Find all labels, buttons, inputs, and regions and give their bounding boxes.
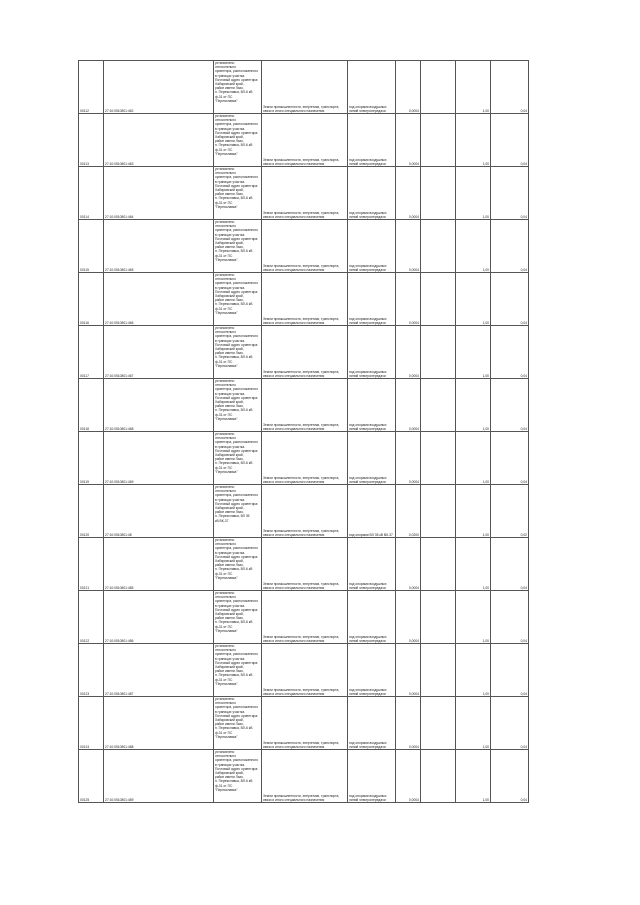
cadastral-number: 27:10:0510801:486 (104, 591, 214, 644)
location-description: установлено относительно ориентира, расположенного в границах участка. Почтовый адрес ориентира: Хабаровский край, район имени Лазо, п. Переяславка, ВЛ-6 кВ ф-31 от ПС "Переяславка" (214, 538, 262, 591)
location-description: установлено относительно ориентира, расположенного в границах участка. Почтовый адрес ориентира: Хабаровский край, район имени Лазо, п. Переяславка, ВЛ 35 кВ ВК-37 (214, 485, 262, 538)
land-category: Земли промышленности, энергетики, транспорта, связи и иного специального назначения (262, 220, 348, 273)
location-description: установлено относительно ориентира, расположенного в границах участка. Почтовый адрес ориентира: Хабаровский край, район имени Лазо, п. Переяславка, ВЛ-6 кВ ф-31 от ПС "Переяславка" (214, 432, 262, 485)
land-category: Земли промышленности, энергетики, транспорта, связи и иного специального назначения (262, 485, 348, 538)
land-category: Земли промышленности, энергетики, транспорта, связи и иного специального назначения (262, 538, 348, 591)
permitted-use: под опорами воздушных линий электропередачи (348, 538, 396, 591)
location-description: установлено относительно ориентира, расположенного в границах участка. Почтовый адрес ориентира: Хабаровский край, район имени Лазо, п. Переяславка, ВЛ-6 кВ ф-31 от ПС "Переяславка" (214, 220, 262, 273)
permitted-use: под опорами воздушных линий электропередачи (348, 697, 396, 750)
row-number: 00118 (79, 379, 104, 432)
rate-value: 1,00 (456, 644, 491, 697)
land-category: Земли промышленности, энергетики, транспорта, связи и иного специального назначения (262, 326, 348, 379)
rate-value: 1,00 (456, 591, 491, 644)
cadastral-number: 27:10:0510801:467 (104, 326, 214, 379)
table-row (79, 750, 529, 803)
rate-value: 1,00 (456, 485, 491, 538)
area-value: 0,0004 (396, 432, 421, 485)
rate-value: 1,00 (456, 326, 491, 379)
table-row (79, 273, 529, 326)
land-category: Земли промышленности, энергетики, транспорта, связи и иного специального назначения (262, 750, 348, 803)
empty-cell (421, 432, 456, 485)
empty-cell (421, 379, 456, 432)
row-number: 00116 (79, 273, 104, 326)
cadastral-number: 27:10:0510801:465 (104, 220, 214, 273)
cadastral-number: 27:10:0510801:487 (104, 644, 214, 697)
cadastral-number: 27:10:0510801:469 (104, 432, 214, 485)
rate-value: 1,00 (456, 697, 491, 750)
row-number: 00121 (79, 538, 104, 591)
rate-value: 1,00 (456, 61, 491, 114)
permitted-use: под опорами ВЛ 35 кВ ВК-37 (348, 485, 396, 538)
empty-cell (421, 220, 456, 273)
rate-value: 1,00 (456, 538, 491, 591)
row-number: 00117 (79, 326, 104, 379)
land-category: Земли промышленности, энергетики, транспорта, связи и иного специального назначения (262, 379, 348, 432)
area-value: 0,0004 (396, 379, 421, 432)
row-number: 00120 (79, 485, 104, 538)
rate-value: 1,00 (456, 379, 491, 432)
sum-value: 0,04 (491, 697, 529, 750)
area-value: 0,0004 (396, 220, 421, 273)
empty-cell (421, 697, 456, 750)
row-number: 00119 (79, 432, 104, 485)
cadastral-number: 27:10:0510801:464 (104, 167, 214, 220)
row-number: 00113 (79, 114, 104, 167)
sum-value: 0,04 (491, 61, 529, 114)
table-row (79, 167, 529, 220)
sum-value: 0,04 (491, 644, 529, 697)
empty-cell (421, 114, 456, 167)
land-register-sheet (78, 60, 528, 838)
empty-cell (421, 273, 456, 326)
sum-value: 0,04 (491, 326, 529, 379)
land-category: Земли промышленности, энергетики, транспорта, связи и иного специального назначения (262, 697, 348, 750)
sum-value: 0,02 (491, 485, 529, 538)
location-description: установлено относительно ориентира, расположенного в границах участка. Почтовый адрес ориентира: Хабаровский край, район имени Лазо, п. Переяславка, ВЛ-6 кВ ф-31 от ПС "Переяславка" (214, 591, 262, 644)
permitted-use: под опорами воздушных линий электропередачи (348, 220, 396, 273)
row-number: 00123 (79, 644, 104, 697)
sum-value: 0,04 (491, 273, 529, 326)
empty-cell (421, 61, 456, 114)
land-category: Земли промышленности, энергетики, транспорта, связи и иного специального назначения (262, 273, 348, 326)
empty-cell (421, 644, 456, 697)
empty-cell (421, 167, 456, 220)
sum-value: 0,04 (491, 538, 529, 591)
area-value: 0,0004 (396, 167, 421, 220)
cadastral-number: 27:10:0510801:463 (104, 114, 214, 167)
permitted-use: под опорами воздушных линий электропередачи (348, 432, 396, 485)
area-value: 0,0004 (396, 750, 421, 803)
table-row (79, 485, 529, 538)
area-value: 0,0004 (396, 591, 421, 644)
table-row (79, 591, 529, 644)
land-category: Земли промышленности, энергетики, транспорта, связи и иного специального назначения (262, 432, 348, 485)
land-category: Земли промышленности, энергетики, транспорта, связи и иного специального назначения (262, 591, 348, 644)
row-number: 00115 (79, 220, 104, 273)
table-row (79, 220, 529, 273)
area-value: 0,0004 (396, 644, 421, 697)
cadastral-number: 27:10:0510801:468 (104, 379, 214, 432)
table-row (79, 538, 529, 591)
land-category: Земли промышленности, энергетики, транспорта, связи и иного специального назначения (262, 644, 348, 697)
location-description: установлено относительно ориентира, расположенного в границах участка. Почтовый адрес ориентира: Хабаровский край, район имени Лазо, п. Переяславка, ВЛ-6 кВ ф-31 от ПС "Переяславка" (214, 697, 262, 750)
location-description: установлено относительно ориентира, расположенного в границах участка. Почтовый адрес ориентира: Хабаровский край, район имени Лазо, п. Переяславка, ВЛ-6 кВ ф-31 от ПС "Переяславка" (214, 644, 262, 697)
location-description: установлено относительно ориентира, расположенного в границах участка. Почтовый адрес ориентира: Хабаровский край, район имени Лазо, п. Переяславка, ВЛ-6 кВ ф-31 от ПС "Переяславка" (214, 167, 262, 220)
location-description: установлено относительно ориентира, расположенного в границах участка. Почтовый адрес ориентира: Хабаровский край, район имени Лазо, п. Переяславка, ВЛ-6 кВ ф-31 от ПС "Переяславка" (214, 379, 262, 432)
row-number: 00125 (79, 750, 104, 803)
cadastral-number: 27:10:0510801:485 (104, 538, 214, 591)
rate-value: 1,00 (456, 167, 491, 220)
location-description: установлено относительно ориентира, расположенного в границах участка. Почтовый адрес ориентира: Хабаровский край, район имени Лазо, п. Переяславка, ВЛ-6 кВ ф-31 от ПС "Переяславка" (214, 326, 262, 379)
area-value: 0,0004 (396, 61, 421, 114)
empty-cell (421, 538, 456, 591)
area-value: 0,0004 (396, 114, 421, 167)
table-row (79, 644, 529, 697)
sum-value: 0,04 (491, 167, 529, 220)
sum-value: 0,04 (491, 220, 529, 273)
land-plot-table (78, 60, 529, 803)
empty-cell (421, 326, 456, 379)
permitted-use: под опорами воздушных линий электропередачи (348, 591, 396, 644)
permitted-use: под опорами воздушных линий электропередачи (348, 750, 396, 803)
area-value: 0,0004 (396, 273, 421, 326)
row-number: 00112 (79, 61, 104, 114)
permitted-use: под опорами воздушных линий электропередачи (348, 61, 396, 114)
land-category: Земли промышленности, энергетики, транспорта, связи и иного специального назначения (262, 167, 348, 220)
empty-cell (421, 485, 456, 538)
table-row (79, 114, 529, 167)
area-value: 0,0004 (396, 538, 421, 591)
table-row (79, 432, 529, 485)
permitted-use: под опорами воздушных линий электропередачи (348, 114, 396, 167)
row-number: 00124 (79, 697, 104, 750)
location-description: установлено относительно ориентира, расположенного в границах участка. Почтовый адрес ориентира: Хабаровский край, район имени Лазо, п. Переяславка, ВЛ-6 кВ ф-31 от ПС "Переяславка" (214, 61, 262, 114)
area-value: 0,0004 (396, 326, 421, 379)
sum-value: 0,04 (491, 750, 529, 803)
table-row (79, 326, 529, 379)
rate-value: 1,00 (456, 750, 491, 803)
sum-value: 0,04 (491, 591, 529, 644)
row-number: 00114 (79, 167, 104, 220)
table-row (79, 61, 529, 114)
table-row (79, 697, 529, 750)
location-description: установлено относительно ориентира, расположенного в границах участка. Почтовый адрес ориентира: Хабаровский край, район имени Лазо, п. Переяславка, ВЛ-6 кВ ф-31 от ПС "Переяславка" (214, 750, 262, 803)
row-number: 00122 (79, 591, 104, 644)
cadastral-number: 27:10:0510801:466 (104, 273, 214, 326)
rate-value: 1,00 (456, 114, 491, 167)
cadastral-number: 27:10:0510801:489 (104, 750, 214, 803)
permitted-use: под опорами воздушных линий электропередачи (348, 644, 396, 697)
permitted-use: под опорами воздушных линий электропередачи (348, 167, 396, 220)
area-value: 0,0004 (396, 697, 421, 750)
area-value: 0,0200 (396, 485, 421, 538)
cadastral-number: 27:10:0510801:488 (104, 697, 214, 750)
land-category: Земли промышленности, энергетики, транспорта, связи и иного специального назначения (262, 61, 348, 114)
rate-value: 1,00 (456, 273, 491, 326)
cadastral-number: 27:10:0510801:462 (104, 61, 214, 114)
sum-value: 0,04 (491, 379, 529, 432)
cadastral-number: 27:10:0510801:48 (104, 485, 214, 538)
sum-value: 0,04 (491, 432, 529, 485)
sum-value: 0,04 (491, 114, 529, 167)
location-description: установлено относительно ориентира, расположенного в границах участка. Почтовый адрес ориентира: Хабаровский край, район имени Лазо, п. Переяславка, ВЛ-6 кВ ф-31 от ПС "Переяславка" (214, 114, 262, 167)
rate-value: 1,00 (456, 432, 491, 485)
location-description: установлено относительно ориентира, расположенного в границах участка. Почтовый адрес ориентира: Хабаровский край, район имени Лазо, п. Переяславка, ВЛ-6 кВ ф-31 от ПС "Переяславка" (214, 273, 262, 326)
permitted-use: под опорами воздушных линий электропередачи (348, 273, 396, 326)
land-category: Земли промышленности, энергетики, транспорта, связи и иного специального назначения (262, 114, 348, 167)
table-body (79, 61, 529, 803)
permitted-use: под опорами воздушных линий электропередачи (348, 326, 396, 379)
permitted-use: под опорами воздушных линий электропередачи (348, 379, 396, 432)
table-row (79, 379, 529, 432)
rate-value: 1,00 (456, 220, 491, 273)
empty-cell (421, 591, 456, 644)
empty-cell (421, 750, 456, 803)
